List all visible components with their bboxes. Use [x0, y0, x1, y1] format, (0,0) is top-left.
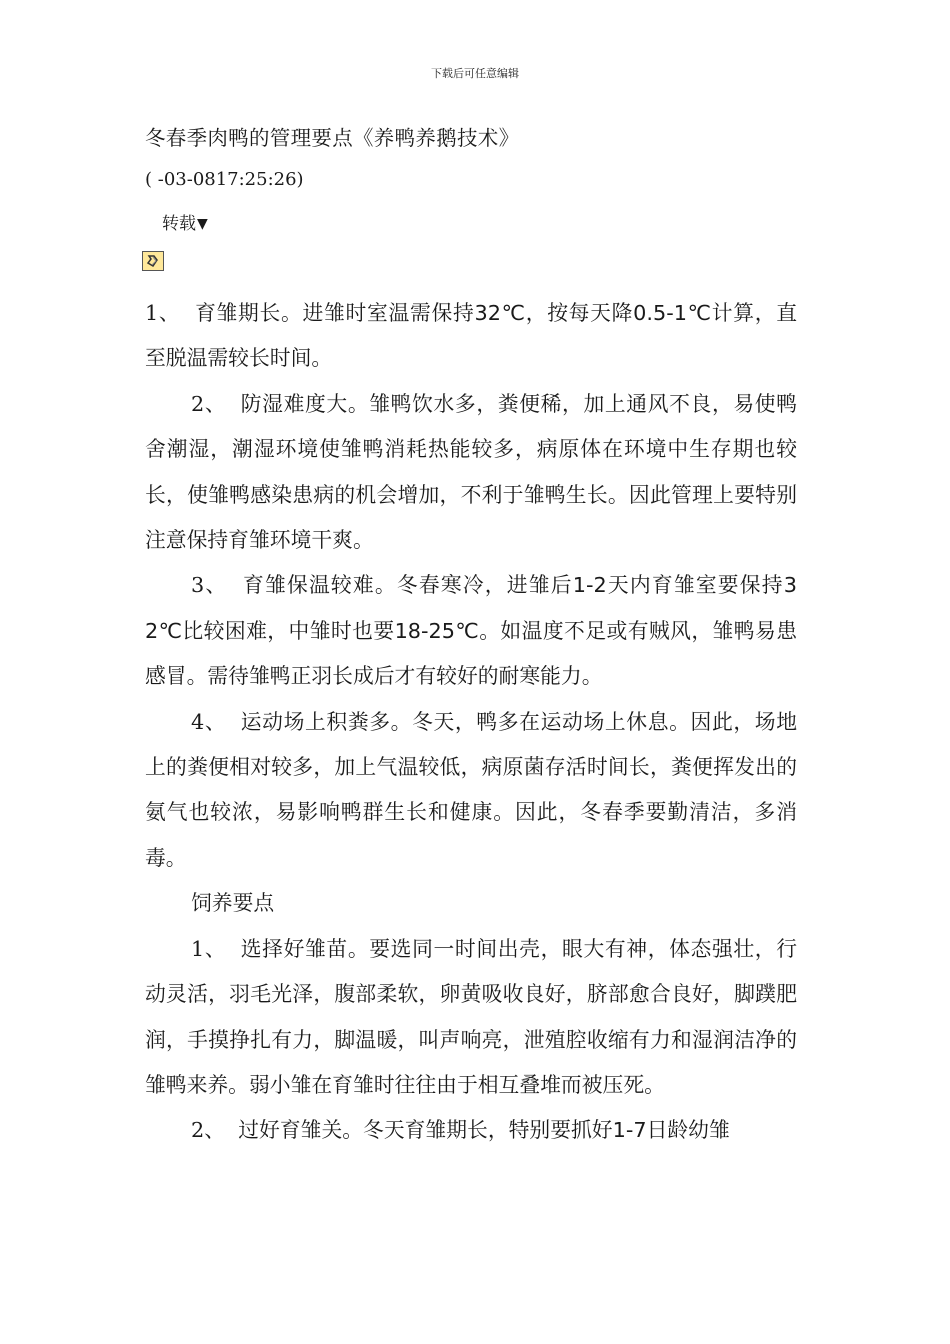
paragraph-number: 2、: [191, 1118, 226, 1143]
article-title: 冬春季肉鸭的管理要点《养鸭养鹅技术》: [145, 126, 520, 150]
paragraph-number: 3、: [191, 573, 228, 598]
article-body: [145, 291, 797, 1154]
repost-label: 转载: [162, 214, 196, 234]
section-paragraph-1: [145, 927, 797, 1109]
paragraph-1: [145, 291, 797, 382]
paragraph-text: 运动场上积粪多。冬天，鸭多在运动场上休息。因此，场地上的粪便相对较多，加上气温较低，病原菌存活时间长，粪便挥发出的氨气也较浓，易影响鸭群生长和健康。因此，冬春季要勤清洁，多消毒。: [145, 709, 797, 870]
paragraph-text: 防湿难度大。雏鸭饮水多，粪便稀，加上通风不良，易使鸭舍潮湿，潮湿环境使雏鸭消耗热能较多，病原体在环境中生存期也较长，使雏鸭感染患病的机会增加，不利于雏鸭生长。因此管理上要特别注意保持育雏环境干爽。: [145, 391, 797, 553]
paragraph-text: 选择好雏苗。要选同一时间出壳，眼大有神，体态强壮，行动灵活，羽毛光泽，腹部柔软，卵黄吸收良好，脐部愈合良好，脚蹼肥润，手摸挣扎有力，脚温暖，叫声响亮，泄殖腔收缩有力和湿润洁净的雏鸭来养。弱小雏在育雏时往往由于相互叠堆而被压死。: [145, 936, 797, 1097]
page-header: 下载后可任意编辑: [431, 67, 519, 80]
paragraph-3: [145, 563, 797, 699]
paragraph-number: 2、: [191, 391, 227, 416]
paragraph-text: 育雏保温较难。冬春寒冷，进雏后1-2天内育雏室要保持32℃比较困难，中雏时也要18-25℃。如温度不足或有贼风，雏鸭易患感冒。需待雏鸭正羽长成后才有较好的耐寒能力。: [145, 573, 797, 689]
paragraph-number: 1、: [191, 936, 227, 961]
repost-link[interactable]: [162, 210, 208, 238]
section-heading: 饲养要点: [191, 891, 275, 916]
paragraph-2: [145, 382, 797, 564]
section-paragraph-2: [145, 1108, 797, 1153]
paragraph-text: 过好育雏关。冬天育雏期长，特别要抓好1-7日龄幼雏: [238, 1118, 730, 1143]
paragraph-number: 1、: [145, 301, 181, 325]
paragraph-4: [145, 700, 797, 882]
article-timestamp: ( -03-0817:25:26): [145, 169, 304, 190]
dropdown-arrow-icon: ▼: [197, 216, 208, 232]
attachment-icon[interactable]: [142, 251, 164, 271]
paragraph-text: 育雏期长。进雏时室温需保持32℃，按每天降0.5-1℃计算，直至脱温需较长时间。: [145, 301, 798, 371]
paragraph-number: 4、: [191, 709, 227, 734]
